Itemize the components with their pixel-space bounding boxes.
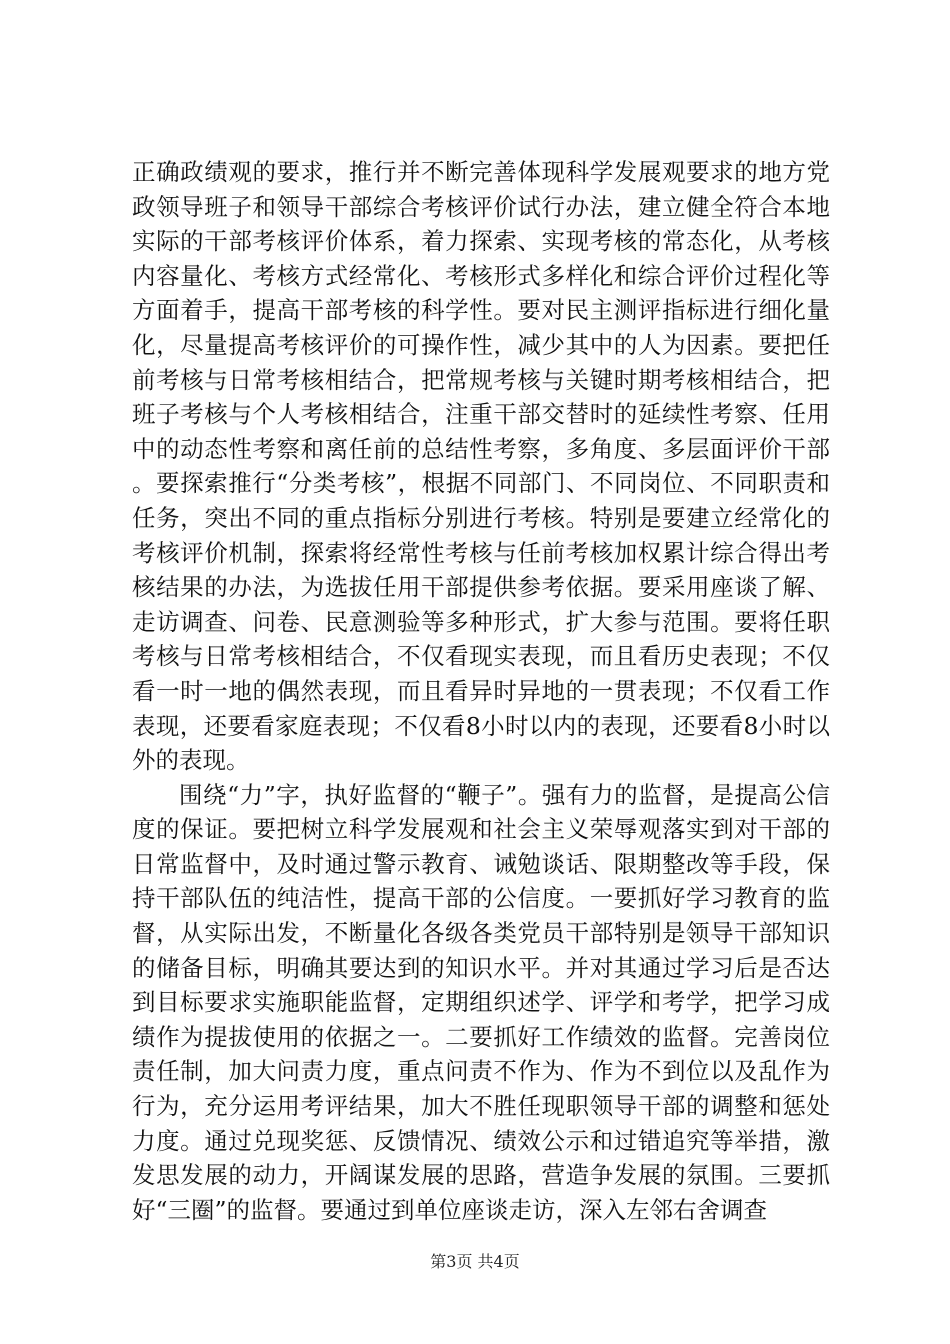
page-footer: 第3页 共4页 <box>430 1252 520 1271</box>
paragraph-supervision: 围绕“力”字，执好监督的“鞭子”。强有力的监督，是提高公信度的保证。要把树立科学发展观和社会主义荣辱观落实到对干部的日常监督中，及时通过警示教育、诫勉谈话、限期整改等手段，保持干部队伍的纯洁性，提高干部的公信度。一要抓好学习教育的监督，从实际出发，不断量化各级各类党员干部特别是领导干部知识的储备目标，明确其要达到的知识水平。并对其通过学习后是否达到目标要求实施职能监督，定期组织述学、评学和考学，把学习成绩作为提拔使用的依据之一。二要抓好工作绩效的监督。完善岗位责任制，加大问责力度，重点问责不作为、作为不到位以及乱作为行为，充分运用考评结果，加大不胜任现职领导干部的调整和惩处力度。通过兑现奖惩、反馈情况、绩效公示和过错追究等举措，激发思发展的动力，开阔谋发展的思路，营造争发展的氛围。三要抓好“三圈”的监督。要通过到单位座谈走访，深入左邻右舍调查 <box>132 780 830 1224</box>
document-body <box>132 155 830 1227</box>
paragraph-continued: 正确政绩观的要求，推行并不断完善体现科学发展观要求的地方党政领导班子和领导干部综合考核评价试行办法，建立健全符合本地实际的干部考核评价体系，着力探索、实现考核的常态化，从考核内容量化、考核方式经常化、考核形式多样化和综合评价过程化等方面着手，提高干部考核的科学性。要对民主测评指标进行细化量化，尽量提高考核评价的可操作性，减少其中的人为因素。要把任前考核与日常考核相结合，把常规考核与关键时期考核相结合，把班子考核与个人考核相结合，注重干部交替时的延续性考察、任用中的动态性考察和离任前的总结性考察，多角度、多层面评价干部。要探索推行“分类考核”，根据不同部门、不同岗位、不同职责和任务，突出不同的重点指标分别进行考核。特别是要建立经常化的考核评价机制，探索将经常性考核与任前考核加权累计综合得出考核结果的办法，为选拔任用干部提供参考依据。要采用座谈了解、走访调查、问卷、民意测验等多种形式，扩大参与范围。要将任职考核与日常考核相结合，不仅看现实表现，而且看历史表现；不仅看一时一地的偶然表现，而且看异时异地的一贯表现；不仅看工作表现，还要看家庭表现；不仅看8小时以内的表现，还要看8小时以外的表现。 <box>132 158 830 775</box>
